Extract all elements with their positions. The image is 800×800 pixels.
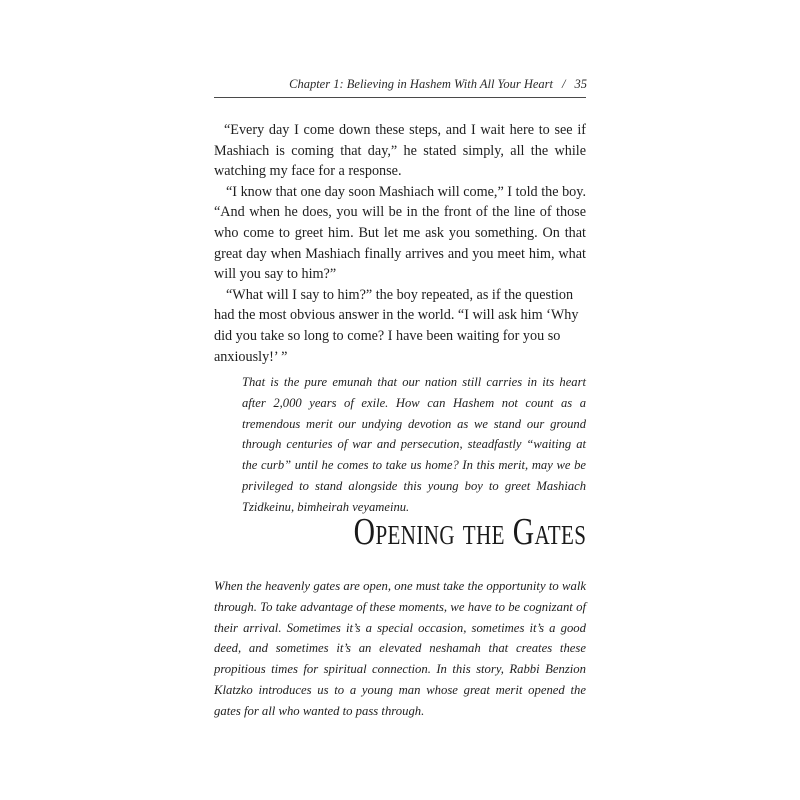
header-rule bbox=[214, 97, 586, 98]
body-paragraph: “I know that one day soon Mashiach will come,” I told the boy. “And when he does, you will be in the front of the line of those who come to greet him. But let me ask you something. On that great day when Mashiach finally arrives and you meet him, what will you say to him?” bbox=[214, 183, 586, 283]
page-number: 35 bbox=[574, 77, 587, 91]
section-title: Opening the Gates bbox=[353, 511, 586, 553]
running-head bbox=[289, 77, 587, 92]
body-paragraph: “Every day I come down these steps, and I wait here to see if Mashiach is coming that day,” he stated simply, all the while watching my face for a response. bbox=[214, 122, 586, 180]
epilogue-paragraph: That is the pure emunah that our nation still carries in its heart after 2,000 years of exile. How can Hashem not count as a tremendous merit our undying devotion as we stand our ground through centuries of war and persecution, steadfastly “waiting at the curb” until he comes to take us home? In this merit, may we be privileged to stand alongside this young boy to greet Mashiach Tzidkeinu, bimheirah veyameinu. bbox=[242, 375, 586, 514]
story-body bbox=[214, 120, 586, 367]
intro-paragraph: When the heavenly gates are open, one must take the opportunity to walk through. To take advantage of these moments, we have to be cognizant of their arrival. Sometimes it’s a special occasion, sometimes it’s a good deed, and sometimes it’s an elevated neshamah that creates these propitious times for spiritual connection. In this story, Rabbi Benzion Klatzko introduces us to a young man whose great merit opened the gates for all who wanted to pass through. bbox=[214, 579, 586, 718]
section-intro bbox=[214, 576, 586, 722]
chapter-title: Chapter 1: Believing in Hashem With All Your Heart bbox=[289, 77, 554, 91]
body-paragraph: “What will I say to him?” the boy repeated, as if the question had the most obvious answer in the world. “I will ask him ‘Why did you take so long to come? I have been waiting for you so anxiously!’ ” bbox=[214, 286, 579, 365]
separator: / bbox=[562, 77, 566, 91]
